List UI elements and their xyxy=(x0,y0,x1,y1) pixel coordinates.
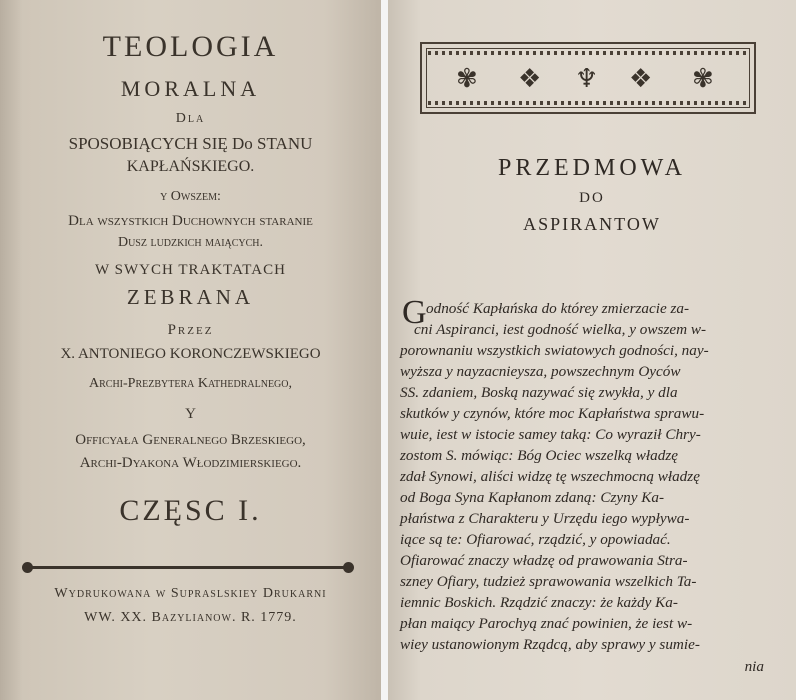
body-line: cni Aspiranci, iest godność wielka, y owszem w- xyxy=(414,321,707,338)
body-line: szney Ofiary, tudzież sprawowania wszelkich Ta- xyxy=(400,573,697,590)
ornament-diamond-icon: ❖ xyxy=(518,64,542,94)
title-moralna: MORALNA xyxy=(120,76,261,101)
line-zebrana: ZEBRANA xyxy=(126,285,255,309)
line-dla: Dla xyxy=(175,111,206,126)
ornament-flower-icon: ✾ xyxy=(456,64,478,94)
body-line: od Boga Syna Kapłanom zdaną: Czyny Ka- xyxy=(400,489,665,506)
body-line: płaństwa z Charakteru y Urzędu iego wypływa- xyxy=(400,510,690,527)
preface-heading: PRZEDMOWA xyxy=(497,155,686,181)
line-imprint: WW. XX. Bazylianow. R. 1779. xyxy=(84,610,297,625)
line-archi-dyakona: Archi-Dyakona Włodzimierskiego. xyxy=(79,455,302,471)
title-page xyxy=(0,0,381,700)
preface-body xyxy=(400,0,772,700)
body-line: zostom S. mówiąc: Bóg Ociec wszelką władzę xyxy=(400,447,678,464)
line-author: X. ANTONIEGO KORONCZEWSKIEGO xyxy=(60,346,321,362)
body-line: wiey ustanowionym Rządcą, aby sprawy y sumie- xyxy=(400,636,700,653)
ornament-diamond-icon: ❖ xyxy=(629,64,653,94)
body-line: SS. zdaniem, Boską nazywać się zwykła, y dla xyxy=(400,384,678,401)
line-czesc: CZĘSC I. xyxy=(119,494,262,527)
line-wydrukowana: Wydrukowana w Supraslskiey Drukarni xyxy=(54,586,327,601)
ornament-trident-icon: ♆ xyxy=(575,64,599,94)
preface-heading-do: DO xyxy=(579,190,605,206)
preface-heading-aspirantow: ASPIRANTOW xyxy=(523,214,661,234)
catchword: nia xyxy=(744,658,764,675)
body-line: wuie, iest w istocie samey taką: Co wyraził Chry- xyxy=(400,426,701,443)
body-line: iące są te: Ofiarować, rządzić, y opowiadać. xyxy=(400,531,671,548)
body-line: płan maiący Parochyą znać powinien, że iest w- xyxy=(400,615,693,632)
line-w-swych: W SWYCH TRAKTATACH xyxy=(95,262,286,278)
body-line: porownaniu wszystkich swiatowych godności, nay- xyxy=(400,342,709,359)
line-kaplanskiego: KAPŁAŃSKIEGO. xyxy=(126,158,255,175)
line-dla-wszystkich: Dla wszystkich Duchownych staranie xyxy=(68,213,313,229)
decorative-rule xyxy=(30,566,346,569)
body-line: zdał Synowi, aliści widzę tę wszechmocną władzę xyxy=(400,468,700,485)
line-officyala: Officyała Generalnego Brzeskiego, xyxy=(75,432,306,448)
line-archi-prezbytera: Archi-Prezbytera Kathedralnego, xyxy=(89,376,292,391)
line-dusz: Dusz ludzkich maiących. xyxy=(117,235,264,250)
body-line: odność Kapłańska do którey zmierzacie za- xyxy=(426,300,690,317)
body-line: iemnic Boskich. Rządzić znaczy: że każdy Ka- xyxy=(400,594,678,611)
title-teologia: TEOLOGIA xyxy=(102,30,279,63)
body-line: wyższa y nayzacnieysza, powszechnym Oyców xyxy=(400,363,681,380)
body-line: Ofiarować znaczy władzę od prawowania Stra- xyxy=(400,552,688,569)
page-gutter xyxy=(381,0,388,700)
line-y: Y xyxy=(185,406,196,422)
drop-cap: G xyxy=(402,294,427,331)
ornament-flower-icon: ✾ xyxy=(692,64,714,94)
line-przez: Przez xyxy=(167,322,214,338)
body-line: skutków y czynów, które moc Kapłaństwa sprawu- xyxy=(400,405,705,422)
line-y-owszem: y Owszem: xyxy=(160,189,221,204)
line-sposobiacych: SPOSOBIĄCYCH SIĘ Do STANU xyxy=(68,134,313,153)
